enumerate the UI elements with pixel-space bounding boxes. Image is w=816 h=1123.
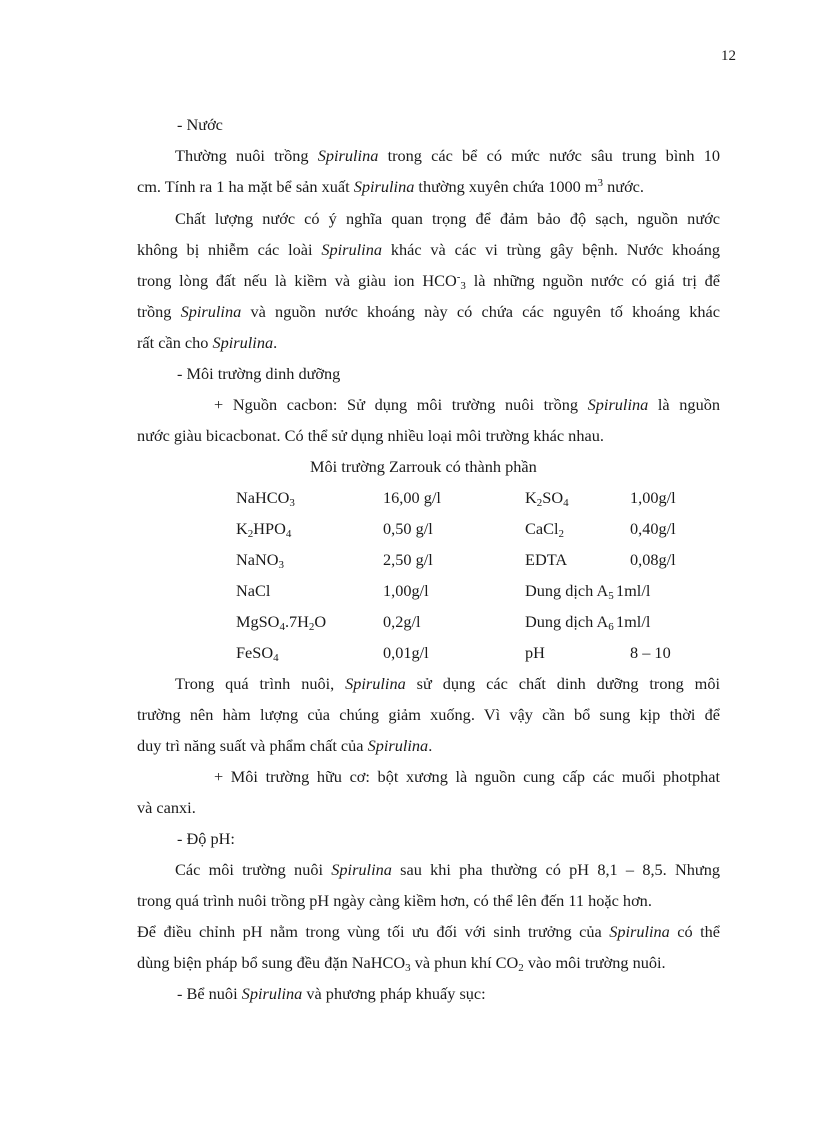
compound-amount: 16,00 g/l bbox=[383, 488, 441, 507]
compound-name: $K_2HPO_4$ bbox=[236, 519, 292, 540]
organic-line-1: + Môi trường hữu cơ: bột xương là nguồn cung cấp các muối photphat bbox=[214, 767, 720, 786]
ph-line-1: Các môi trường nuôi Spirulina sau khi pha thường có pH 8,1 – 8,5. Nhưng bbox=[175, 860, 720, 879]
culture-line-2: trường nên hàm lượng của chúng giảm xuống. Vì vậy cần bổ sung kịp thời để bbox=[137, 705, 720, 724]
compound-name: $MgSO_4.7H_2O$ bbox=[236, 612, 327, 633]
compound-amount: 0,01g/l bbox=[383, 643, 429, 662]
compound-name: Dung dịch $A_5$ bbox=[525, 581, 614, 602]
ph-line-2: trong quá trình nuôi trồng pH ngày càng kiềm hơn, có thể lên đến 11 hoặc hơn. bbox=[137, 891, 652, 910]
water-paragraph-1-line-2: cm. Tính ra 1 ha mặt bể sản xuất Spirulina thường xuyên chứa 1000 $m^3$ nước. bbox=[137, 177, 644, 196]
compound-amount: 0,2g/l bbox=[383, 612, 421, 631]
compound-amount: 2,50 g/l bbox=[383, 550, 433, 569]
water-paragraph-1-line-1: Thường nuôi trồng Spirulina trong các bể có mức nước sâu trung bình 10 bbox=[175, 146, 721, 165]
compound-name: pH bbox=[525, 643, 545, 662]
water-paragraph-2-line-4: trồng Spirulina và nguồn nước khoáng này có chứa các nguyên tố khoáng khác bbox=[137, 302, 721, 321]
water-paragraph-2-line-1: Chất lượng nước có ý nghĩa quan trọng để đảm bảo độ sạch, nguồn nước bbox=[175, 209, 720, 228]
table-title: Môi trường Zarrouk có thành phần bbox=[310, 457, 537, 476]
compound-amount: 1,00g/l bbox=[630, 488, 676, 507]
water-heading: - Nước bbox=[177, 115, 223, 134]
ph-line-3: Để điều chỉnh pH nằm trong vùng tối ưu đối với sinh trưởng của Spirulina có thể bbox=[137, 922, 720, 941]
water-paragraph-2-line-2: không bị nhiễm các loài Spirulina khác và các vi trùng gây bệnh. Nước khoáng bbox=[137, 240, 720, 259]
compound-name: $K_2SO_4$ bbox=[525, 488, 569, 509]
compound-name: NaHCO$_3$ bbox=[236, 488, 295, 509]
compound-name: EDTA bbox=[525, 550, 568, 569]
compound-amount: 8 – 10 bbox=[630, 643, 671, 662]
compound-amount: 0,40g/l bbox=[630, 519, 676, 538]
page-number: 12 bbox=[721, 48, 736, 64]
compound-name: NaCl bbox=[236, 581, 271, 600]
carbon-line-2: nước giàu bicacbonat. Có thể sử dụng nhiều loại môi trường khác nhau. bbox=[137, 426, 604, 445]
organic-line-2: và canxi. bbox=[137, 798, 196, 817]
compound-amount: 1ml/l bbox=[616, 581, 651, 600]
ph-line-4: dùng biện pháp bổ sung đều đặn NaHCO$_3$ và phun khí $CO_2$ vào môi trường nuôi. bbox=[137, 953, 666, 974]
compound-name: Dung dịch $A_6$ bbox=[525, 612, 614, 633]
culture-line-3: duy trì năng suất và phẩm chất của Spirulina. bbox=[137, 736, 433, 755]
water-paragraph-2-line-5: rất cần cho Spirulina. bbox=[137, 333, 278, 352]
compound-amount: 1,00g/l bbox=[383, 581, 429, 600]
compound-amount: 0,50 g/l bbox=[383, 519, 433, 538]
tank-heading: - Bể nuôi Spirulina và phương pháp khuấy sục: bbox=[177, 984, 486, 1003]
culture-line-1: Trong quá trình nuôi, Spirulina sử dụng các chất dinh dưỡng trong môi bbox=[175, 674, 720, 693]
compound-name: CaCl$_2$ bbox=[525, 519, 564, 540]
carbon-line-1: + Nguồn cacbon: Sử dụng môi trường nuôi trồng Spirulina là nguồn bbox=[214, 395, 720, 414]
compound-name: FeSO$_4$ bbox=[236, 643, 279, 664]
nutrition-heading: - Môi trường dinh dưỡng bbox=[177, 364, 341, 383]
compound-amount: 0,08g/l bbox=[630, 550, 676, 569]
water-paragraph-2-line-3: trong lòng đất nếu là kiềm và giàu ion $HCO^-_3$ là những nguồn nước có giá trị để bbox=[137, 271, 721, 292]
compound-name: NaNO$_3$ bbox=[236, 550, 284, 571]
compound-amount: 1ml/l bbox=[616, 612, 651, 631]
ph-heading: - Độ pH: bbox=[177, 829, 235, 848]
